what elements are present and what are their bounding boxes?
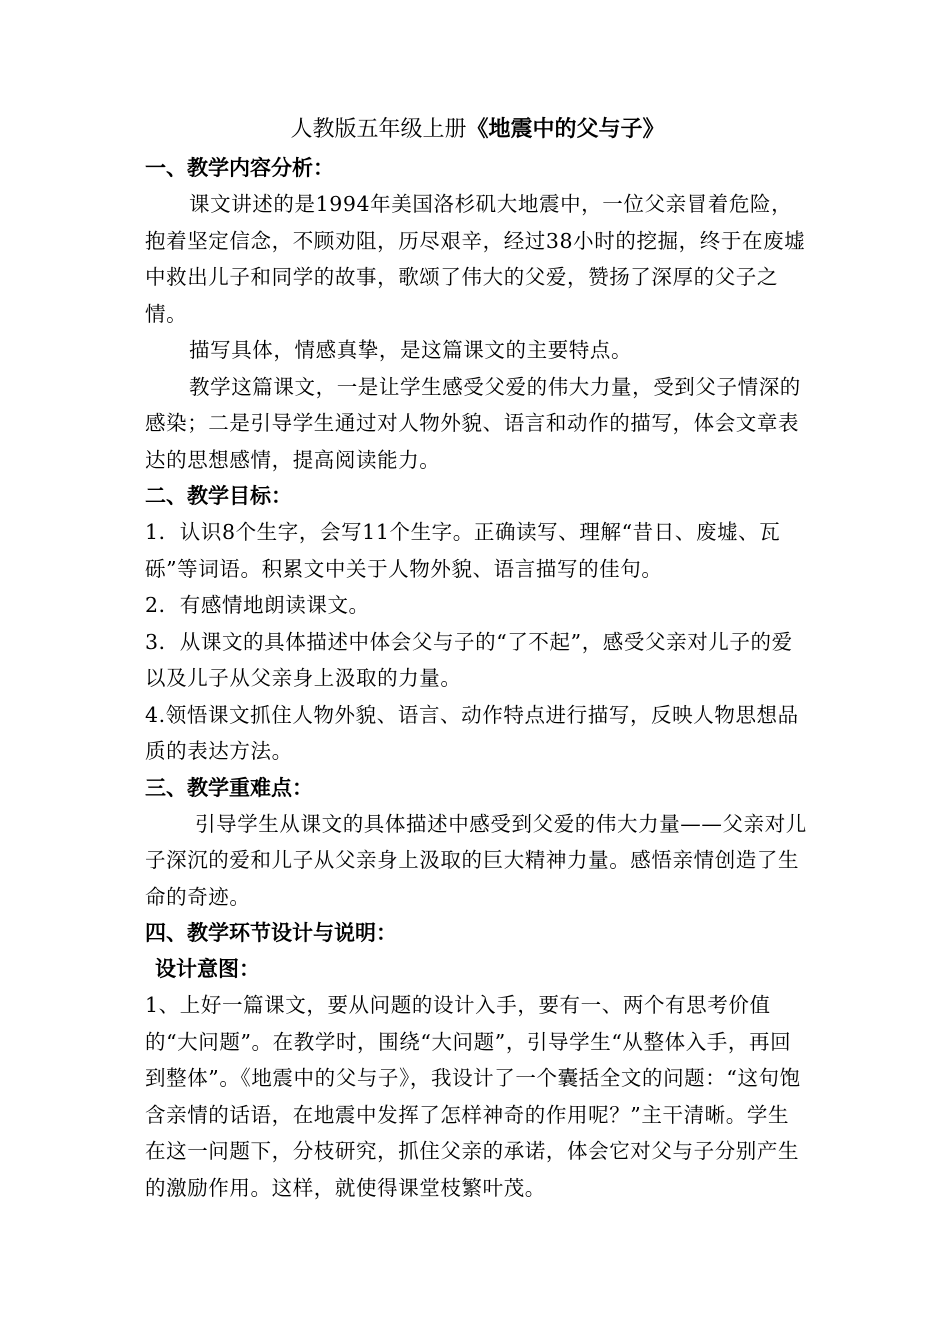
paragraph: 1、上好一篇课文，要从问题的设计入手，要有一、两个有思考价值的“大问题”。在教学时，围绕“大问题”，引导学生“从整体入手，再回到整体”。《地震中的父与子》，我设计了一个囊括全文的问题：“这句饱含亲情的话语，在地震中发挥了怎样神奇的作用呢？”主干清晰。学生在这一问题下，分枝研究，抓住父亲的承诺，体会它对父与子分别产生的激励作用。这样，就使得课堂枝繁叶茂。 — [145, 993, 801, 1200]
paragraph: 课文讲述的是1994年美国洛杉矶大地震中，一位父亲冒着危险，抱着坚定信念，不顾劝阻，历尽艰辛，经过38小时的挖掘，终于在废墟中救出儿子和同学的故事，歌颂了伟大的父爱，赞扬了深厚的父子之情。 — [145, 192, 806, 326]
section-heading-key-points: 三、教学重难点： — [145, 775, 313, 800]
objective-item: 4.领悟课文抓住人物外貌、语言、动作特点进行描写，反映人物思想品质的表达方法。 — [145, 702, 799, 763]
objective-item: 1．认识8个生字，会写11个生字。正确读写、理解“昔日、废墟、瓦砾”等词语。积累文中关于人物外貌、语言描写的佳句。 — [145, 520, 781, 581]
title-bold: 《地震中的父与子》 — [466, 117, 665, 142]
objective-item: 3．从课文的具体描述中体会父与子的“了不起”，感受父亲对儿子的爱以及儿子从父亲身上汲取的力量。 — [145, 629, 793, 690]
document-title — [145, 112, 810, 148]
subheading-design-intent: 设计意图： — [155, 957, 260, 981]
objective-item: 2．有感情地朗读课文。 — [145, 593, 370, 617]
title-prefix: 人教版五年级上册 — [290, 117, 467, 142]
section-heading-content-analysis: 一、教学内容分析： — [145, 156, 334, 180]
paragraph: 教学这篇课文，一是让学生感受父爱的伟大力量，受到父子情深的感染；二是引导学生通过对人物外貌、语言和动作的描写，体会文章表达的思想感情，提高阅读能力。 — [145, 374, 801, 472]
document-page — [145, 112, 810, 1206]
paragraph: 引导学生从课文的具体描述中感受到父爱的伟大力量——父亲对儿子深沉的爱和儿子从父亲身上汲取的巨大精神力量。感悟亲情创造了生命的奇迹。 — [145, 811, 807, 909]
section-heading-objectives: 二、教学目标： — [145, 484, 292, 508]
section-heading-teaching-design: 四、教学环节设计与说明： — [145, 921, 397, 945]
paragraph: 描写具体，情感真挚，是这篇课文的主要特点。 — [189, 338, 633, 362]
